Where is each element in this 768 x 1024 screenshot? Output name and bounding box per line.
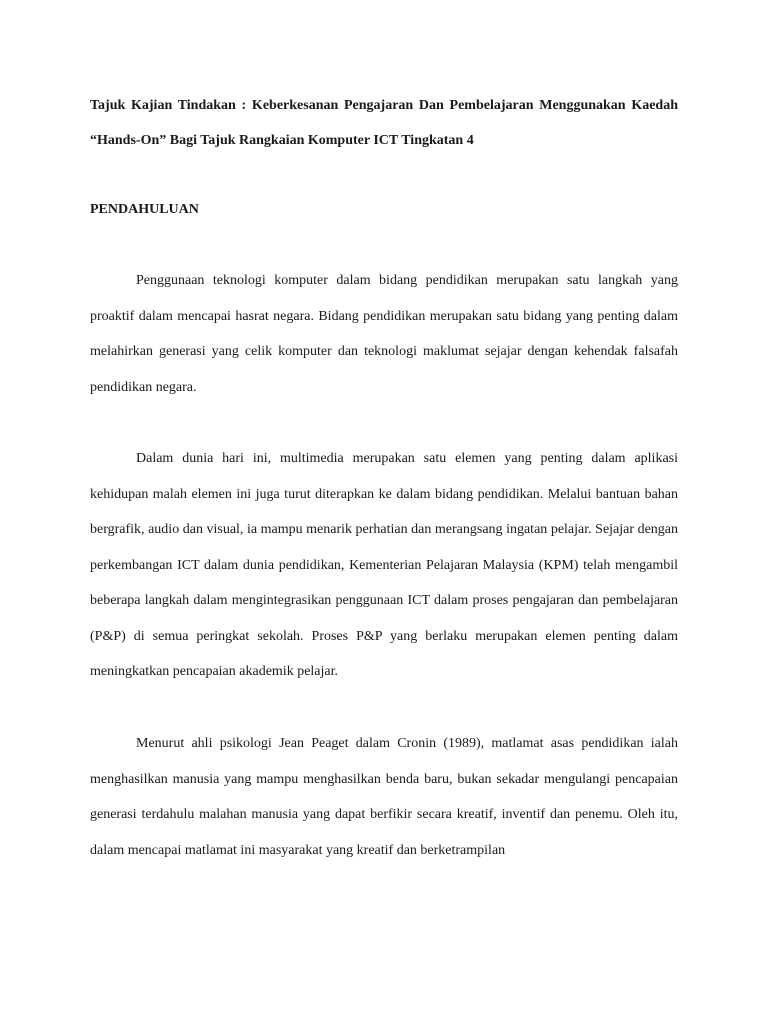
paragraph-2: Dalam dunia hari ini, multimedia merupakan satu elemen yang penting dalam aplikasi kehidupan malah elemen ini juga turut diterapkan ke dalam bidang pendidikan. Melalui bantuan bahan bergrafik, audio dan visual, ia mampu menarik perhatian dan merangsang ingatan pelajar. Sejajar dengan perkembangan ICT dalam dunia pendidikan, Kementerian Pelajaran Malaysia (KPM) telah mengambil beberapa langkah dalam mengintegrasikan penggunaan ICT dalam proses pengajaran dan pembelajaran (P&P) di semua peringkat sekolah. Proses P&P yang berlaku merupakan elemen penting dalam meningkatkan pencapaian akademik pelajar. <box>90 451 678 679</box>
document-body <box>90 88 678 858</box>
paragraph-3: Menurut ahli psikologi Jean Peaget dalam Cronin (1989), matlamat asas pendidikan ialah menghasilkan manusia yang mampu menghasilkan benda baru, bukan sekadar mengulangi pencapaian generasi terdahulu malahan manusia yang dapat berfikir secara kreatif, inventif dan penemu. Oleh itu, dalam mencapai matlamat ini masyarakat yang kreatif dan berketrampilan <box>90 736 678 858</box>
document-title: Tajuk Kajian Tindakan : Keberkesanan Pengajaran Dan Pembelajaran Menggunakan Kaedah “Hands-On” Bagi Tajuk Rangkaian Komputer ICT Tingkatan 4 <box>90 98 678 148</box>
section-heading: PENDAHULUAN <box>90 202 199 217</box>
paragraph-1: Penggunaan teknologi komputer dalam bidang pendidikan merupakan satu langkah yang proaktif dalam mencapai hasrat negara. Bidang pendidikan merupakan satu bidang yang penting dalam melahirkan generasi yang celik komputer dan teknologi maklumat sejajar dengan kehendak falsafah pendidikan negara. <box>90 273 678 395</box>
